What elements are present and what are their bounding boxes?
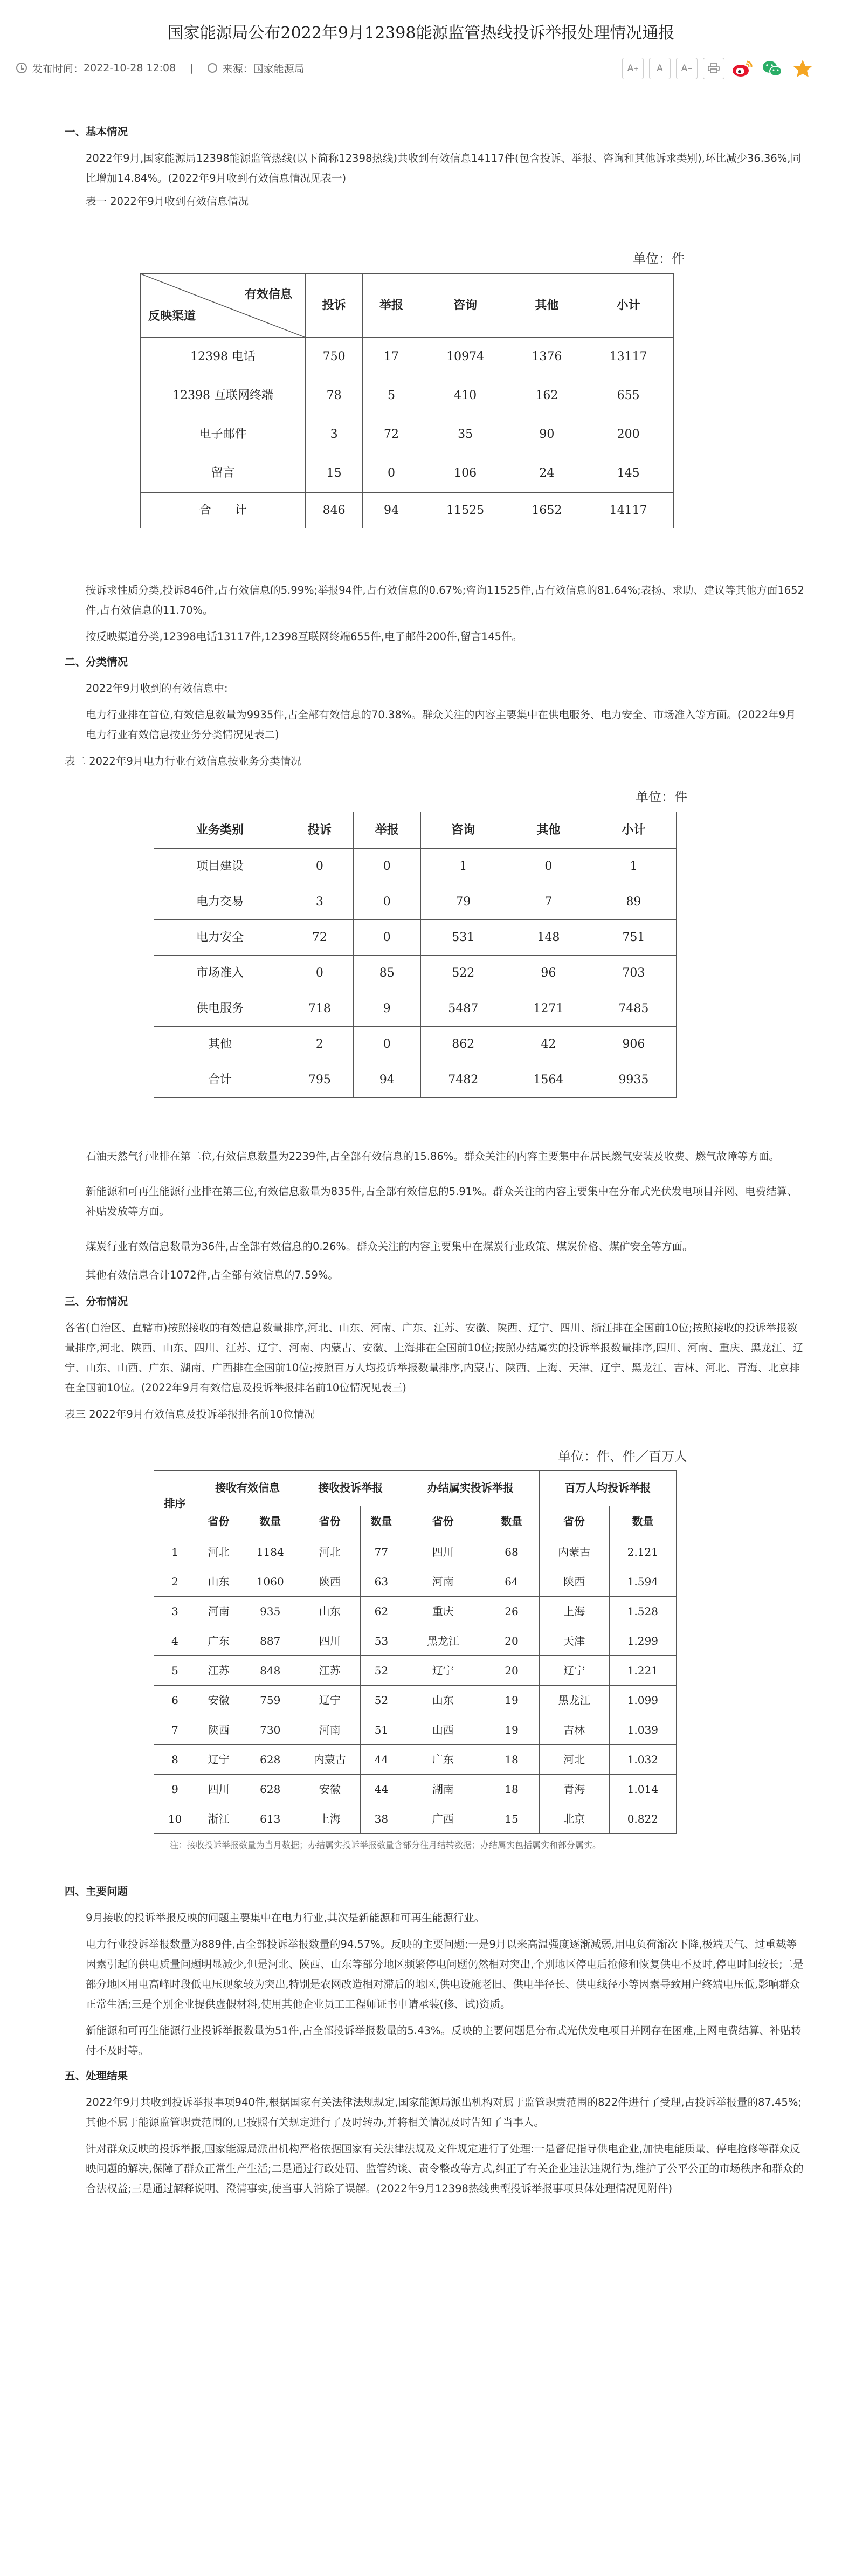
row-label: 项目建设: [154, 849, 286, 884]
table-cell: 200: [583, 415, 674, 454]
table-cell: 1.014: [609, 1775, 676, 1804]
table-cell: 河南: [299, 1715, 361, 1745]
table-cell: 浙江: [196, 1804, 241, 1834]
row-label: 电子邮件: [141, 415, 306, 454]
table-cell: 38: [361, 1804, 402, 1834]
table-cell: 935: [241, 1597, 299, 1626]
table-cell: 0: [353, 849, 420, 884]
table-cell: 吉林: [539, 1715, 609, 1745]
rank-cell: 4: [154, 1626, 196, 1656]
sub-header: 数量: [361, 1506, 402, 1537]
paragraph: 2022年9月收到的有效信息中:: [86, 682, 228, 695]
table-cell: 0: [286, 956, 354, 991]
table-row: [154, 1027, 677, 1062]
source-name: 国家能源局: [253, 63, 305, 75]
table-cell: 18: [484, 1745, 539, 1775]
table-cell: 安徽: [299, 1775, 361, 1804]
table-cell: 5487: [420, 991, 506, 1027]
section-heading-distribution: 三、分布情况: [65, 1295, 128, 1308]
publish-label: 发布时间：: [32, 63, 84, 75]
sub-header: 省份: [539, 1506, 609, 1537]
publish-time: 2022-10-28 12:08: [84, 62, 176, 74]
table-row: [141, 376, 674, 415]
sub-header: 数量: [484, 1506, 539, 1537]
table-cell: 24: [510, 454, 583, 493]
row-label: 合计: [154, 1062, 286, 1098]
table-cell: 78: [306, 376, 363, 415]
table-cell: 河南: [402, 1567, 484, 1597]
table-cell: 79: [420, 884, 506, 920]
section-heading-problems: 四、主要问题: [65, 1885, 128, 1898]
table-cell: 90: [510, 415, 583, 454]
table-cell: 7482: [420, 1062, 506, 1098]
table-cell: 64: [484, 1567, 539, 1597]
table-row: [154, 1775, 677, 1804]
table-cell: 河北: [299, 1537, 361, 1567]
table-row: [141, 415, 674, 454]
table-cell: 内蒙古: [539, 1537, 609, 1567]
table-cell: 94: [363, 493, 420, 528]
table-row: [154, 1597, 677, 1626]
paragraph: 新能源和可再生能源行业投诉举报数量为51件,占全部投诉举报数量的5.43%。反映的主要问题是分布式光伏发电项目并网存在困难,上网电费结算、补贴转付不及时等。: [86, 2024, 802, 2057]
table-cell: 718: [286, 991, 354, 1027]
rank-cell: 6: [154, 1686, 196, 1715]
table-cell: 安徽: [196, 1686, 241, 1715]
table-cell: 1564: [506, 1062, 591, 1098]
column-header: 举报: [353, 812, 420, 849]
table-cell: 848: [241, 1656, 299, 1686]
table-cell: 四川: [196, 1775, 241, 1804]
rank-cell: 3: [154, 1597, 196, 1626]
column-header: 咨询: [420, 274, 510, 338]
table-cell: 106: [420, 454, 510, 493]
table-cell: 1271: [506, 991, 591, 1027]
table-cell: 江苏: [299, 1656, 361, 1686]
table-row: [154, 1626, 677, 1656]
clock-icon: [16, 63, 27, 73]
table-row: [154, 920, 677, 956]
table-cell: 0: [353, 1027, 420, 1062]
column-header: 业务类别: [154, 812, 286, 849]
corner-top-label: 有效信息: [244, 287, 292, 301]
table-cell: 72: [286, 920, 354, 956]
article-title: 国家能源局公布2022年9月12398能源监管热线投诉举报处理情况通报: [167, 24, 675, 43]
table-cell: 51: [361, 1715, 402, 1745]
table-cell: 63: [361, 1567, 402, 1597]
rank-cell: 7: [154, 1715, 196, 1745]
table-3-wrapper: [154, 1447, 687, 1852]
article-body: [0, 87, 842, 2199]
table-row: [154, 1745, 677, 1775]
table-cell: 黑龙江: [539, 1686, 609, 1715]
table-cell: 广西: [402, 1804, 484, 1834]
rank-cell: 8: [154, 1745, 196, 1775]
table-cell: 20: [484, 1656, 539, 1686]
table-cell: 江苏: [196, 1656, 241, 1686]
wechat-icon: [762, 59, 783, 78]
table-cell: 重庆: [402, 1597, 484, 1626]
table-cell: 148: [506, 920, 591, 956]
sub-header: 省份: [402, 1506, 484, 1537]
table-cell: 53: [361, 1626, 402, 1656]
table-cell: 河北: [196, 1537, 241, 1567]
table-cell: 19: [484, 1686, 539, 1715]
table-cell: 44: [361, 1775, 402, 1804]
sub-header: 数量: [609, 1506, 676, 1537]
table-cell: 3: [306, 415, 363, 454]
table-row: [154, 1686, 677, 1715]
table-cell: 3: [286, 884, 354, 920]
table-cell: 1184: [241, 1537, 299, 1567]
table-cell: 0: [353, 920, 420, 956]
table-cell: 辽宁: [402, 1656, 484, 1686]
section-heading-results: 五、处理结果: [65, 2070, 128, 2082]
table-cell: 887: [241, 1626, 299, 1656]
table-cell: 42: [506, 1027, 591, 1062]
column-header: 其他: [506, 812, 591, 849]
table-cell: 9: [353, 991, 420, 1027]
table-cell: 655: [583, 376, 674, 415]
table-note: 注：接收投诉举报数量为当月数据；办结属实投诉举报数量含部分往月结转数据；办结属实包括属实和部分属实。: [170, 1840, 602, 1850]
table-cell: 1652: [510, 493, 583, 528]
table-row: [154, 1804, 677, 1834]
weibo-share-button[interactable]: [730, 58, 755, 79]
row-label: 其他: [154, 1027, 286, 1062]
table-row: [154, 1715, 677, 1745]
table-cell: 759: [241, 1686, 299, 1715]
row-label: 12398 互联网终端: [141, 376, 306, 415]
table-cell: 15: [306, 454, 363, 493]
table-cell: 613: [241, 1804, 299, 1834]
rank-cell: 2: [154, 1567, 196, 1597]
table-cell: 7485: [591, 991, 676, 1027]
table-cell: 62: [361, 1597, 402, 1626]
table-caption: 表三 2022年9月有效信息及投诉举报排名前10位情况: [65, 1408, 315, 1420]
table-cell: 906: [591, 1027, 676, 1062]
table-cell: 85: [353, 956, 420, 991]
table-row: [154, 1656, 677, 1686]
table-row: [141, 338, 674, 376]
column-header: 举报: [363, 274, 420, 338]
table-cell: 94: [353, 1062, 420, 1098]
table-cell: 410: [420, 376, 510, 415]
table-cell: 162: [510, 376, 583, 415]
paragraph: 新能源和可再生能源行业排在第三位,有效信息数量为835件,占全部有效信息的5.91%。群众关注的内容主要集中在分布式光伏发电项目并网、电费结算、补贴发放等方面。: [86, 1185, 798, 1218]
table-cell: 862: [420, 1027, 506, 1062]
table-cell: 751: [591, 920, 676, 956]
rank-cell: 9: [154, 1775, 196, 1804]
section-heading-basic: 一、基本情况: [65, 126, 128, 138]
table-row: [154, 1537, 677, 1567]
table-cell: 0: [363, 454, 420, 493]
table-cell: 陕西: [539, 1567, 609, 1597]
table-cell: 17: [363, 338, 420, 376]
table-unit: 单位：件: [636, 789, 687, 805]
paragraph: 按诉求性质分类,投诉846件,占有效信息的5.99%;举报94件,占有效信息的0.67%;咨询11525件,占有效信息的81.64%;表扬、求助、建议等其他方面1652件,占有效信息的11.70%。: [86, 584, 804, 616]
table-cell: 上海: [299, 1804, 361, 1834]
table-cell: 辽宁: [196, 1745, 241, 1775]
table-cell: 内蒙古: [299, 1745, 361, 1775]
star-icon: [792, 59, 813, 78]
diagonal-line: [141, 274, 306, 338]
table-cell: 35: [420, 415, 510, 454]
group-header: 接收投诉举报: [299, 1471, 402, 1506]
source-icon: [208, 63, 217, 73]
paragraph: 针对群众反映的投诉举报,国家能源局派出机构严格依据国家有关法律法规及文件规定进行了处理:一是督促指导供电企业,加快电能质量、停电抢修等群众反映问题的解决,保障了群众正常生产生活;二是通过行政处罚、监管约谈、责令整改等方式,纠正了有关企业违法违规行为,维护了公平公正的市场秩序和群众的合法权益;三是通过解释说明、澄清事实,使当事人消除了误解。(2022年9月12398热线典型投诉举报事项具体处理情况见附件): [86, 2142, 804, 2195]
table-top10-ranking: [154, 1470, 677, 1834]
table-cell: 1: [420, 849, 506, 884]
table-cell: 10974: [420, 338, 510, 376]
table-cell: 河南: [196, 1597, 241, 1626]
table-cell: 陕西: [196, 1715, 241, 1745]
table-cell: 山东: [196, 1567, 241, 1597]
table-effective-info: [140, 273, 674, 528]
table-cell: 1: [591, 849, 676, 884]
paragraph: 电力行业排在首位,有效信息数量为9935件,占全部有效信息的70.38%。群众关注的内容主要集中在供电服务、电力安全、市场准入等方面。(2022年9月电力行业有效信息按业务分类情况见表二): [86, 709, 796, 741]
column-header: 投诉: [286, 812, 354, 849]
row-label: 市场准入: [154, 956, 286, 991]
table-row: [141, 454, 674, 493]
group-header: 办结属实投诉举报: [402, 1471, 539, 1506]
table-cell: 0: [286, 849, 354, 884]
paragraph: 2022年9月共收到投诉举报事项940件,根据国家有关法律法规规定,国家能源局派出机构对属于监管职责范围的822件进行了受理,占投诉举报量的87.45%;其他不属于能源监管职责范围的,已按照有关规定进行了及时转办,并将相关情况及时告知了当事人。: [86, 2096, 802, 2128]
table-cell: 1.221: [609, 1656, 676, 1686]
table-cell: 山东: [299, 1597, 361, 1626]
table-cell: 846: [306, 493, 363, 528]
table-cell: 上海: [539, 1597, 609, 1626]
table-cell: 1.099: [609, 1686, 676, 1715]
table-cell: 89: [591, 884, 676, 920]
table-cell: 5: [363, 376, 420, 415]
weibo-icon: [731, 59, 753, 78]
table-cell: 72: [363, 415, 420, 454]
table-cell: 1.039: [609, 1715, 676, 1745]
article-meta-bar: [16, 49, 826, 87]
table-cell: 14117: [583, 493, 674, 528]
wechat-share-button[interactable]: [760, 58, 785, 79]
table-row: [154, 991, 677, 1027]
table-cell: 795: [286, 1062, 354, 1098]
article-tools: [622, 58, 815, 79]
row-label: 供电服务: [154, 991, 286, 1027]
meta-divider: |: [190, 62, 194, 74]
table-cell: 0: [506, 849, 591, 884]
sub-header: 数量: [241, 1506, 299, 1537]
group-header: 百万人均投诉举报: [539, 1471, 676, 1506]
table-2-wrapper: [154, 787, 687, 1098]
paragraph: 其他有效信息合计1072件,占全部有效信息的7.59%。: [86, 1269, 339, 1281]
rank-cell: 5: [154, 1656, 196, 1686]
table-unit: 单位：件、件／百万人: [558, 1449, 687, 1464]
table-cell: 7: [506, 884, 591, 920]
table-cell: 四川: [402, 1537, 484, 1567]
table-row: [154, 849, 677, 884]
table-cell: 河北: [539, 1745, 609, 1775]
source-label: 来源：: [222, 63, 253, 75]
table-cell: 531: [420, 920, 506, 956]
table-cell: 52: [361, 1686, 402, 1715]
column-header: 投诉: [306, 274, 363, 338]
row-label: 电力交易: [154, 884, 286, 920]
table-cell: 1.528: [609, 1597, 676, 1626]
table-cell: 辽宁: [539, 1656, 609, 1686]
table-unit: 单位：件: [633, 251, 685, 266]
table-cell: 青海: [539, 1775, 609, 1804]
table-row: [154, 956, 677, 991]
table-cell: 19: [484, 1715, 539, 1745]
table-cell: 北京: [539, 1804, 609, 1834]
table-cell: 44: [361, 1745, 402, 1775]
table-cell: 13117: [583, 338, 674, 376]
table-cell: 628: [241, 1775, 299, 1804]
table-cell: 1.594: [609, 1567, 676, 1597]
table-cell: 黑龙江: [402, 1626, 484, 1656]
table-cell: 山东: [402, 1686, 484, 1715]
table-corner-cell: [141, 274, 306, 338]
section-heading-category: 二、分类情况: [65, 656, 128, 668]
table-cell: 750: [306, 338, 363, 376]
sub-header: 省份: [196, 1506, 241, 1537]
corner-bottom-label: 反映渠道: [148, 309, 196, 323]
row-label: 电力安全: [154, 920, 286, 956]
table-cell: 0.822: [609, 1804, 676, 1834]
print-button[interactable]: [703, 58, 724, 79]
row-label: 12398 电话: [141, 338, 306, 376]
table-caption: 表一 2022年9月收到有效信息情况: [86, 195, 249, 208]
table-1-wrapper: [140, 249, 685, 528]
column-header: 其他: [510, 274, 583, 338]
rank-cell: 1: [154, 1537, 196, 1567]
table-cell: 辽宁: [299, 1686, 361, 1715]
group-header: 接收有效信息: [196, 1471, 299, 1506]
table-cell: 湖南: [402, 1775, 484, 1804]
table-row: [154, 1567, 677, 1597]
table-cell: 628: [241, 1745, 299, 1775]
table-cell: 96: [506, 956, 591, 991]
table-cell: 1.299: [609, 1626, 676, 1656]
table-row: [154, 884, 677, 920]
table-cell: 1060: [241, 1567, 299, 1597]
font-decrease-button[interactable]: A −: [676, 58, 698, 79]
table-cell: 1.032: [609, 1745, 676, 1775]
table-cell: 广东: [402, 1745, 484, 1775]
table-cell: 广东: [196, 1626, 241, 1656]
table-caption: 表二 2022年9月电力行业有效信息按业务分类情况: [65, 755, 301, 767]
table-cell: 天津: [539, 1626, 609, 1656]
table-cell: 四川: [299, 1626, 361, 1656]
table-cell: 山西: [402, 1715, 484, 1745]
table-cell: 2: [286, 1027, 354, 1062]
font-default-button[interactable]: A: [649, 58, 671, 79]
table-cell: 52: [361, 1656, 402, 1686]
paragraph: 煤炭行业有效信息数量为36件,占全部有效信息的0.26%。群众关注的内容主要集中在煤炭行业政策、煤炭价格、煤矿安全等方面。: [86, 1240, 693, 1253]
table-cell: 11525: [420, 493, 510, 528]
row-label: 留言: [141, 454, 306, 493]
sub-header: 省份: [299, 1506, 361, 1537]
font-increase-button[interactable]: A +: [622, 58, 644, 79]
table-cell: 18: [484, 1775, 539, 1804]
table-cell: 730: [241, 1715, 299, 1745]
paragraph: 各省(自治区、直辖市)按照接收的有效信息数量排序,河北、山东、河南、广东、江苏、安徽、陕西、辽宁、四川、浙江排在全国前10位;按照接收的投诉举报数量排序,河北、陕西、山东、四川、江苏、辽宁、河南、内蒙古、安徽、上海排在全国前10位;按照办结属实的投诉举报数量排序,四川、河南、重庆、黑龙江、辽宁、山东、山西、广东、湖南、广西排在全国前10位;按照百万人均投诉举报数量排序,内蒙古、陕西、上海、天津、辽宁、黑龙江、吉林、河北、青海、北京排在全国前10位。(2022年9月有效信息及投诉举报排名前10位情况见表三): [65, 1322, 803, 1394]
column-header: 咨询: [420, 812, 506, 849]
print-icon: [708, 63, 720, 74]
paragraph: 石油天然气行业排在第二位,有效信息数量为2239件,占全部有效信息的15.86%。群众关注的内容主要集中在居民燃气安装及收费、燃气故障等方面。: [86, 1150, 779, 1163]
table-cell: 0: [353, 884, 420, 920]
table-cell: 522: [420, 956, 506, 991]
table-cell: 1376: [510, 338, 583, 376]
paragraph: 2022年9月,国家能源局12398能源监管热线(以下简称12398热线)共收到有效信息14117件(包含投诉、举报、咨询和其他诉求类别),环比减少36.36%,同比增加14.84%。(2022年9月收到有效信息情况见表一): [86, 152, 802, 184]
table-cell: 77: [361, 1537, 402, 1567]
table-power-business: [154, 812, 677, 1098]
row-label: 合 计: [141, 493, 306, 528]
rank-cell: 10: [154, 1804, 196, 1834]
paragraph: 电力行业投诉举报数量为889件,占全部投诉举报数量的94.57%。反映的主要问题:一是9月以来高温强度逐渐减弱,用电负荷渐次下降,极端天气、过重载等因素引起的供电质量问题明显减少,但是河北、陕西、山东等部分地区频繁停电问题仍然相对突出,个别地区停电后抢修和恢复供电不及时,停电时间较长;二是部分地区用电高峰时段低电压现象较为突出,特别是农网改造相对滞后的地区,供电设施老旧、供电半径长、供电线径小等因素导致用户终端电压低,影响群众正常生活;三是个别企业提供虚假材料,使用其他企业员工工程师证书申请承装(修、试)资质。: [86, 1938, 804, 2010]
column-header: 小计: [591, 812, 676, 849]
table-cell: 145: [583, 454, 674, 493]
table-row: [141, 493, 674, 528]
table-cell: 9935: [591, 1062, 676, 1098]
table-cell: 703: [591, 956, 676, 991]
favorite-button[interactable]: [790, 58, 815, 79]
table-cell: 陕西: [299, 1567, 361, 1597]
table-row: [154, 1062, 677, 1098]
paragraph: 9月接收的投诉举报反映的问题主要集中在电力行业,其次是新能源和可再生能源行业。: [86, 1912, 485, 1924]
table-cell: 2.121: [609, 1537, 676, 1567]
paragraph: 按反映渠道分类,12398电话13117件,12398互联网终端655件,电子邮件200件,留言145件。: [86, 630, 523, 643]
table-cell: 20: [484, 1626, 539, 1656]
rank-header: 排序: [154, 1471, 196, 1537]
table-cell: 68: [484, 1537, 539, 1567]
table-cell: 26: [484, 1597, 539, 1626]
table-cell: 15: [484, 1804, 539, 1834]
column-header: 小计: [583, 274, 674, 338]
